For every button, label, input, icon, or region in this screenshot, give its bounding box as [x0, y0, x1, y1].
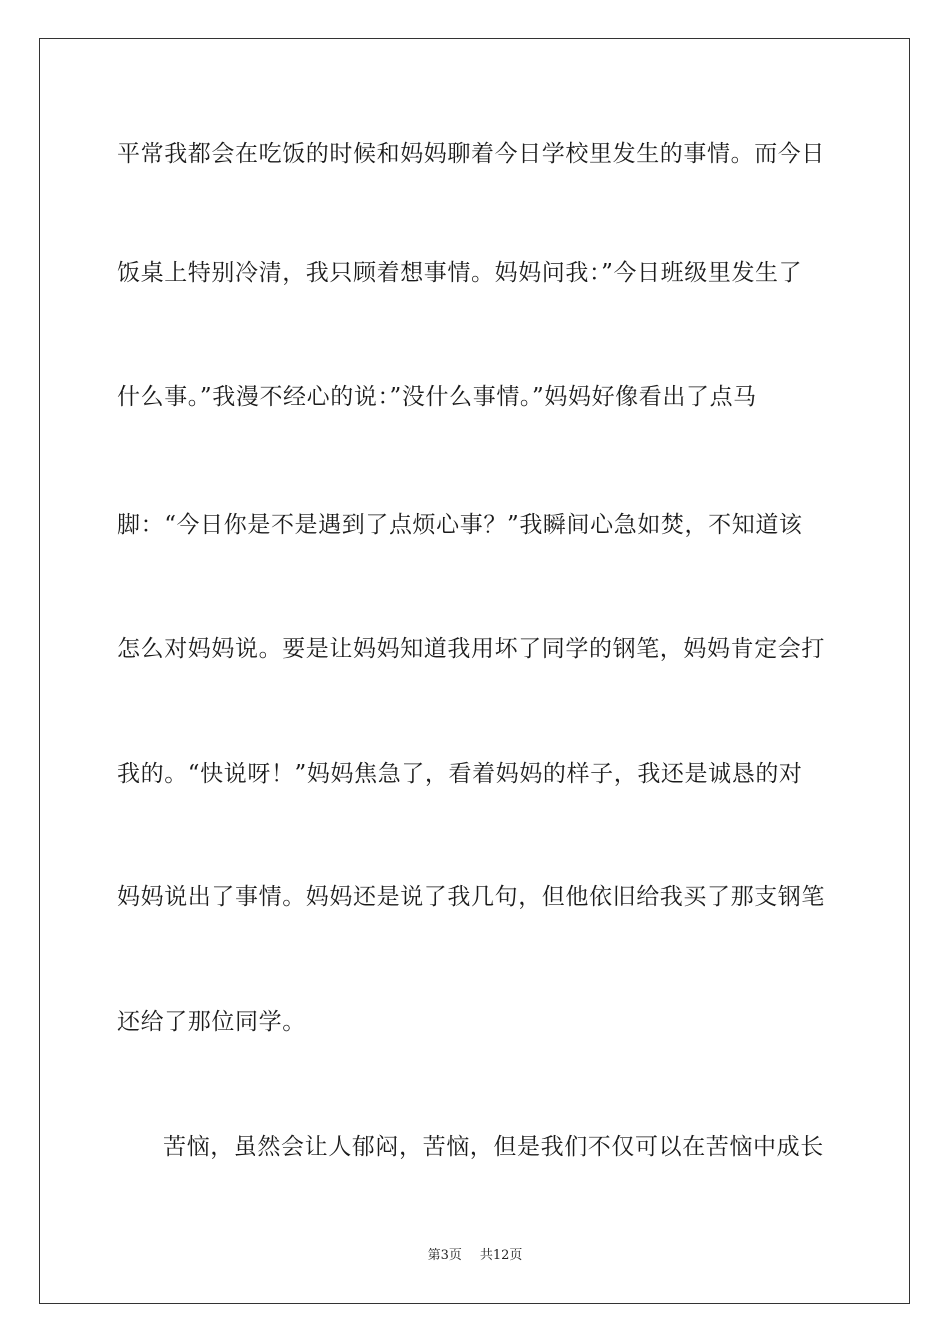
- page-number: 第3页: [427, 1248, 462, 1263]
- page-border: [39, 38, 910, 1304]
- body-text-line-4: 脚：“今日你是不是遇到了点烦心事？”我瞬间心急如焚，不知道该: [117, 512, 803, 538]
- page-footer: [0, 1247, 950, 1265]
- body-text-line-5: 怎么对妈妈说。要是让妈妈知道我用坏了同学的钢笔，妈妈肯定会打: [117, 636, 825, 662]
- body-text-line-2: 饭桌上特别冷清，我只顾着想事情。妈妈问我：”今日班级里发生了: [117, 260, 803, 286]
- body-text-line-8: 还给了那位同学。: [117, 1009, 306, 1035]
- body-text-line-6: 我的。“快说呀！”妈妈焦急了，看着妈妈的样子，我还是诚恳的对: [117, 761, 803, 787]
- paragraph-start-line: 苦恼，虽然会让人郁闷，苦恼，但是我们不仅可以在苦恼中成长: [163, 1134, 824, 1160]
- body-text-line-1: 平常我都会在吃饭的时候和妈妈聊着今日学校里发生的事情。而今日: [117, 141, 825, 167]
- body-text-line-7: 妈妈说出了事情。妈妈还是说了我几句，但他依旧给我买了那支钢笔: [117, 884, 825, 910]
- page-total: 共12页: [479, 1248, 523, 1263]
- body-text-line-3: 什么事。”我漫不经心的说：”没什么事情。”妈妈好像看出了点马: [117, 384, 757, 410]
